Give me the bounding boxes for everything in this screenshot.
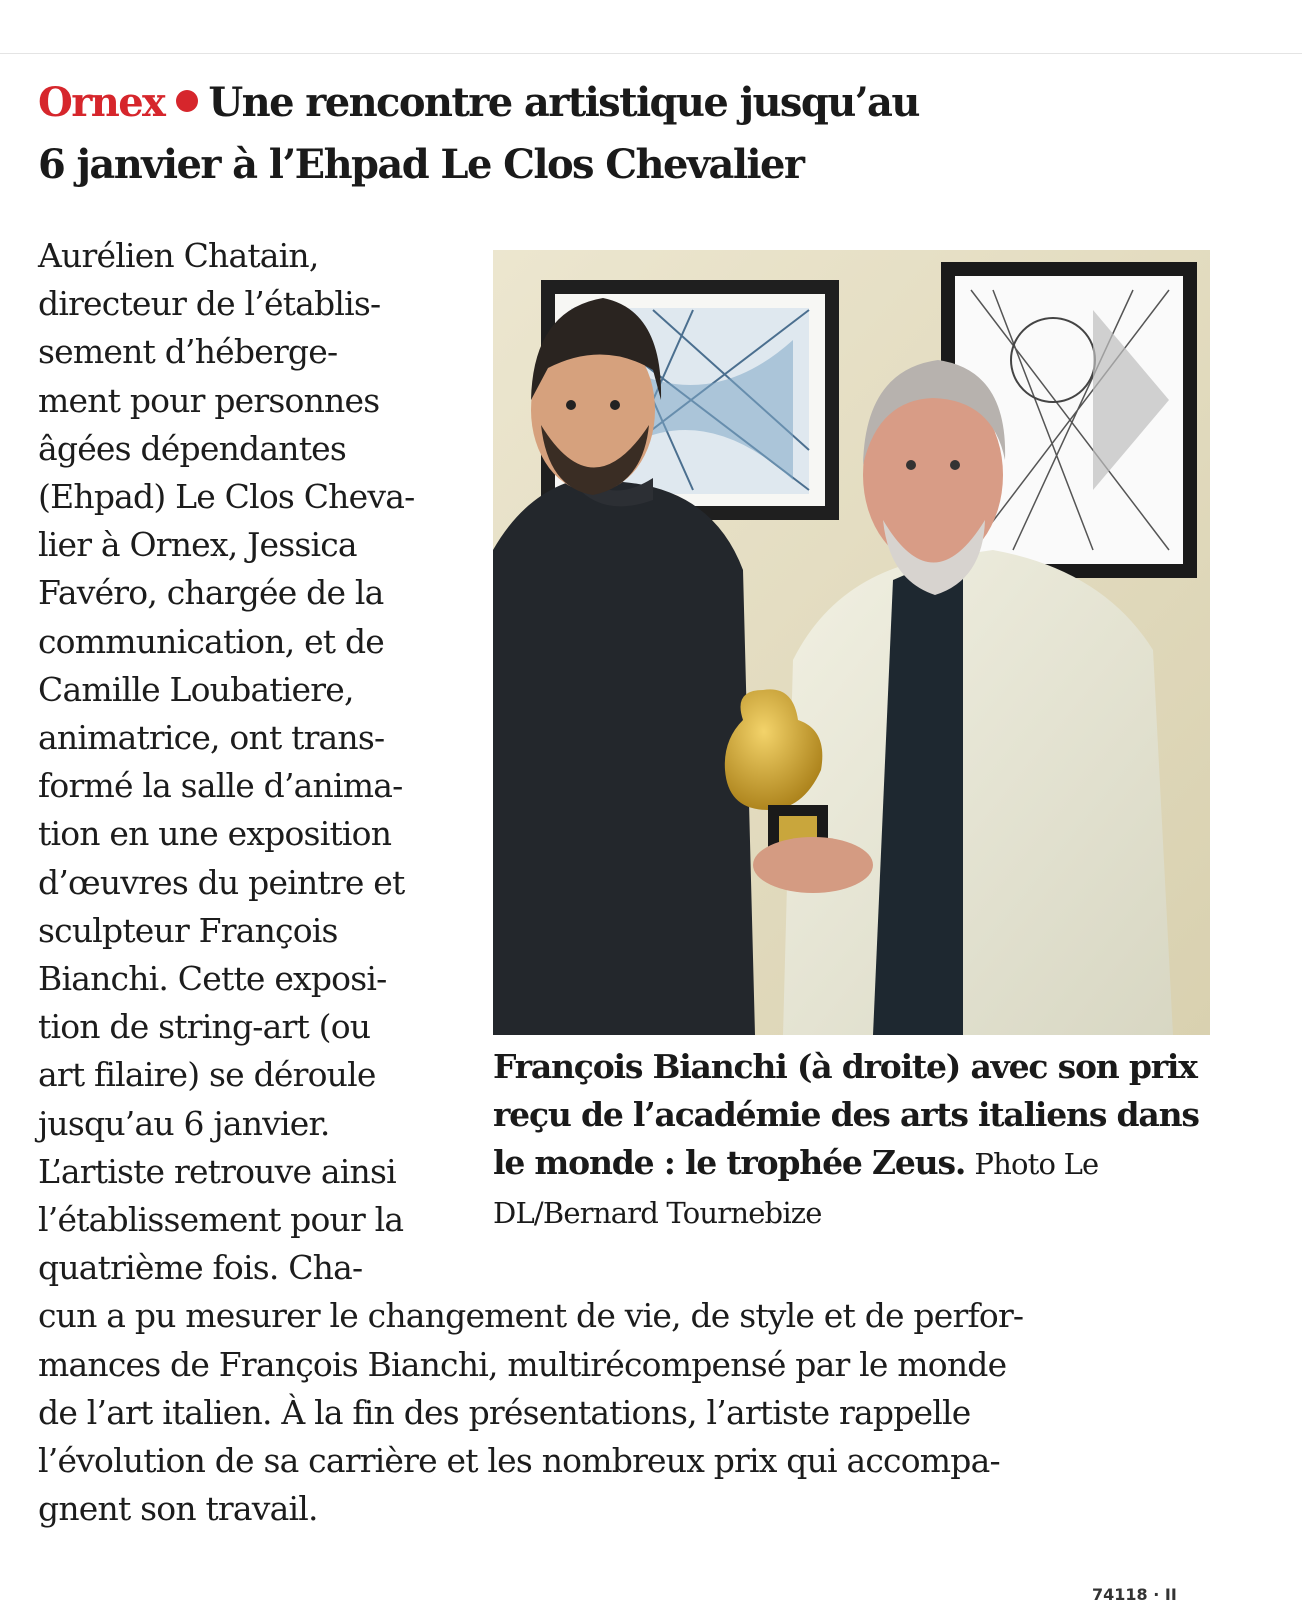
body-line: (Ehpad) Le Clos Cheva- (38, 477, 415, 516)
headline-title-line1: Une rencontre artistique jusqu’au (208, 79, 919, 126)
photo-credit: Photo Le DL/Bernard Tournebize (493, 1147, 1099, 1230)
body-line: directeur de l’établis- (38, 284, 381, 323)
body-line: sculpteur François (38, 911, 338, 950)
body-line: Favéro, chargée de la (38, 573, 384, 612)
headline-bullet-icon (176, 90, 198, 112)
body-line: animatrice, ont trans- (38, 718, 385, 757)
body-line: Aurélien Chatain, (38, 236, 319, 275)
body-line: de l’art italien. À la fin des présentations, l’artiste rappelle (38, 1393, 971, 1432)
body-line: sement d’hébergе- (38, 332, 338, 371)
body-line: art filaire) se déroule (38, 1055, 376, 1094)
body-line: Bianchi. Cette exposi- (38, 959, 387, 998)
body-line: l’évolution de sa carrière et les nombreux prix qui accompa- (38, 1441, 1000, 1480)
body-line: lier à Ornex, Jessica (38, 525, 357, 564)
body-line: mances de François Bianchi, multirécompensé par le monde (38, 1345, 1007, 1384)
headline-kicker: Ornex (38, 79, 165, 126)
body-line: tion de string-art (ou (38, 1007, 371, 1046)
body-line: ment pour personnes (38, 381, 380, 420)
headline (38, 72, 1278, 196)
body-line: cun a pu mesurer le changement de vie, de style et de perfor- (38, 1296, 1024, 1335)
body-line: communication, et de (38, 622, 385, 661)
photo-caption-text: François Bianchi (à droite) avec son prix reçu de l’académie des arts italiens dans le monde : le trophée Zeus. (493, 1047, 1199, 1182)
body-line: quatrième fois. Cha- (38, 1248, 363, 1287)
photo-caption (493, 1043, 1223, 1237)
body-line: l’établissement pour la (38, 1200, 404, 1239)
body-line: d’œuvres du peintre et (38, 863, 405, 902)
body-line: âgées dépendantes (38, 429, 347, 468)
body-line: gnent son travail. (38, 1489, 318, 1528)
headline-title-line2: 6 janvier à l’Ehpad Le Clos Chevalier (38, 141, 804, 188)
body-line: L’artiste retrouve ainsi (38, 1152, 396, 1191)
body-line: formé la salle d’anima- (38, 766, 403, 805)
top-divider (0, 53, 1302, 54)
page-reference: 74118 · II (1092, 1585, 1177, 1604)
body-line: tion en une exposition (38, 814, 392, 853)
article-photo (493, 250, 1210, 1035)
body-line: Camille Loubatiere, (38, 670, 354, 709)
body-line: jusqu’au 6 janvier. (38, 1104, 330, 1143)
